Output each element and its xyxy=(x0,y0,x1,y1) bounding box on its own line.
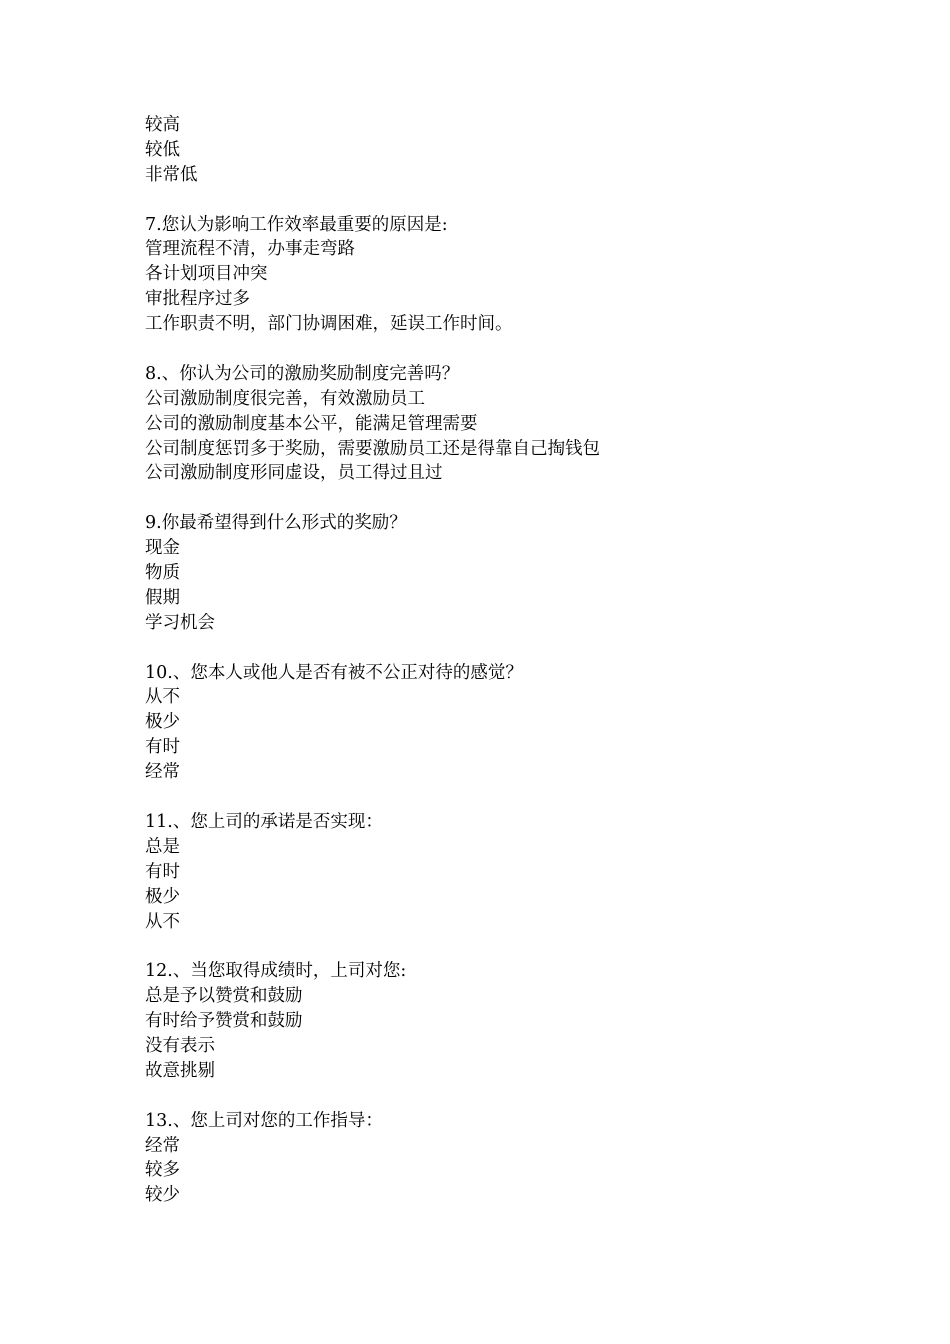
option-item: 公司激励制度很完善，有效激励员工 xyxy=(145,388,425,409)
blank-line xyxy=(145,785,905,810)
question-title: 9.你最希望得到什么形式的奖励？ xyxy=(145,513,407,534)
option-item: 学习机会 xyxy=(145,612,215,633)
option-item: 较多 xyxy=(145,1160,180,1181)
question-title: 11.、您上司的承诺是否实现： xyxy=(145,811,383,832)
option-item: 故意挑剔 xyxy=(145,1060,215,1081)
option-item: 从不 xyxy=(145,687,180,708)
blank-line xyxy=(145,486,905,511)
question-title: 13.、您上司对您的工作指导： xyxy=(145,1110,383,1131)
option-item: 有时给予赞赏和鼓励 xyxy=(145,1011,303,1032)
option-item: 公司激励制度形同虚设，员工得过且过 xyxy=(145,463,443,484)
option-item: 较高 xyxy=(145,115,180,135)
option-item: 总是 xyxy=(145,836,180,857)
option-item: 没有表示 xyxy=(145,1035,215,1056)
blank-line xyxy=(145,636,905,661)
option-item: 公司的激励制度基本公平，能满足管理需要 xyxy=(145,413,478,434)
blank-line xyxy=(145,188,905,213)
option-item: 极少 xyxy=(145,886,180,907)
question-title: 12.、当您取得成绩时，上司对您: xyxy=(145,961,407,982)
option-item: 审批程序过多 xyxy=(145,289,250,310)
blank-line xyxy=(145,1084,905,1109)
option-item: 现金 xyxy=(145,538,180,559)
option-item: 总是予以赞赏和鼓励 xyxy=(145,986,303,1007)
option-item: 较少 xyxy=(145,1185,180,1206)
blank-line xyxy=(145,934,905,959)
survey-content xyxy=(145,113,905,1208)
question-title: 7.您认为影响工作效率最重要的原因是: xyxy=(145,214,448,235)
question-title: 10.、您本人或他人是否有被不公正对待的感觉？ xyxy=(145,662,523,683)
option-item: 有时 xyxy=(145,737,180,758)
option-item: 工作职责不明，部门协调困难，延误工作时间。 xyxy=(145,314,513,335)
option-item: 极少 xyxy=(145,712,180,733)
option-item: 经常 xyxy=(145,762,180,783)
option-item: 公司制度惩罚多于奖励，需要激励员工还是得靠自己掏钱包 xyxy=(145,438,600,459)
option-item: 各计划项目冲突 xyxy=(145,264,268,285)
option-item: 物质 xyxy=(145,563,180,584)
option-item: 有时 xyxy=(145,861,180,882)
option-item: 从不 xyxy=(145,911,180,932)
blank-line xyxy=(145,337,905,362)
option-item: 较低 xyxy=(145,139,180,160)
option-item: 经常 xyxy=(145,1135,180,1156)
question-title: 8.、你认为公司的激励奖励制度完善吗？ xyxy=(145,363,460,384)
option-item: 非常低 xyxy=(145,164,198,185)
option-item: 管理流程不清，办事走弯路 xyxy=(145,239,355,260)
option-item: 假期 xyxy=(145,587,180,608)
